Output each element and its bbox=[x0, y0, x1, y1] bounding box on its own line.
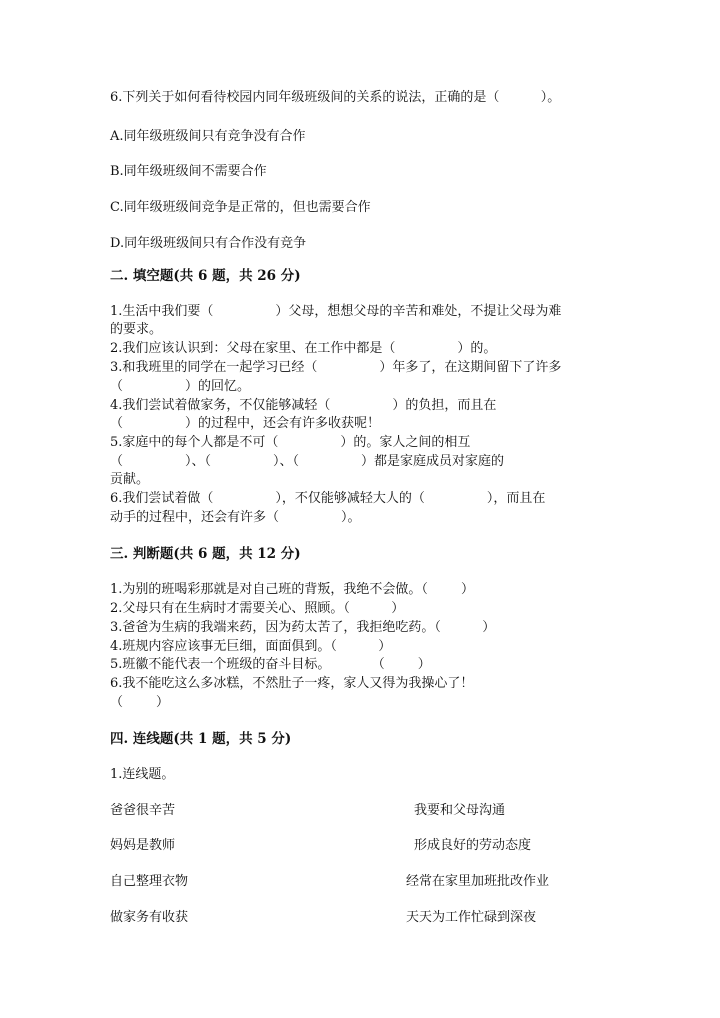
judge-line: 5.班徽不能代表一个班级的奋斗目标。 （ ） bbox=[110, 657, 431, 672]
judge-line: 1.为别的班喝彩那就是对自己班的背叛，我绝不会做。（ ） bbox=[110, 582, 474, 597]
match-left-item: 妈妈是教师 bbox=[110, 838, 176, 853]
match-right-item: 我要和父母沟通 bbox=[414, 803, 506, 818]
fill-line: 1.生活中我们要（ ）父母，想想父母的辛苦和难处，不提让父母为难 bbox=[110, 304, 562, 319]
option-b: B.同年级班级间不需要合作 bbox=[110, 164, 267, 179]
match-prompt: 1.连线题。 bbox=[110, 767, 175, 782]
judge-section-heading: 三. 判断题(共 6 题，共 12 分) bbox=[110, 546, 301, 562]
match-right-item: 天天为工作忙碌到深夜 bbox=[406, 910, 537, 925]
fill-line: 贡献。 bbox=[110, 472, 150, 487]
match-left-item: 做家务有收获 bbox=[110, 910, 189, 925]
fill-line: 动手的过程中，还会有许多（ ）。 bbox=[110, 510, 361, 525]
fill-line: 2.我们应该认识到：父母在家里、在工作中都是（ ）的。 bbox=[110, 341, 497, 356]
match-left-item: 爸爸很辛苦 bbox=[110, 803, 176, 818]
fill-line: 5.家庭中的每个人都是不可（ ）的。家人之间的相互 bbox=[110, 435, 471, 450]
fill-line: 6.我们尝试着做（ ），不仅能够减轻大人的（ ），而且在 bbox=[110, 491, 546, 506]
match-right-item: 形成良好的劳动态度 bbox=[414, 838, 532, 853]
fill-line: （ ）的回忆。 bbox=[110, 379, 250, 394]
match-section-heading: 四. 连线题(共 1 题，共 5 分) bbox=[110, 731, 292, 747]
fill-line: 4.我们尝试着做家务，不仅能够减轻（ ）的负担，而且在 bbox=[110, 398, 497, 413]
option-a: A.同年级班级间只有竞争没有合作 bbox=[110, 129, 306, 144]
fill-section-heading: 二. 填空题(共 6 题，共 26 分) bbox=[110, 268, 301, 284]
fill-line: 3.和我班里的同学在一起学习已经（ ）年多了，在这期间留下了许多 bbox=[110, 360, 562, 375]
question-6-stem: 6.下列关于如何看待校园内同年级班级间的关系的说法，正确的是（ ）。 bbox=[110, 90, 561, 105]
judge-line: 4.班规内容应该事无巨细，面面俱到。（ ） bbox=[110, 639, 392, 654]
match-right-item: 经常在家里加班批改作业 bbox=[406, 874, 550, 889]
judge-line: 2.父母只有在生病时才需要关心、照顾。（ ） bbox=[110, 601, 405, 616]
judge-line: 6.我不能吃这么多冰糕，不然肚子一疼，家人又得为我操心了！ bbox=[110, 676, 474, 691]
option-d: D.同年级班级间只有合作没有竞争 bbox=[110, 236, 307, 251]
fill-line: （ ）的过程中，还会有许多收获呢！ bbox=[110, 416, 380, 431]
judge-line: 3.爸爸为生病的我端来药，因为药太苦了，我拒绝吃药。（ ） bbox=[110, 620, 496, 635]
option-c: C.同年级班级间竞争是正常的，但也需要合作 bbox=[110, 200, 371, 215]
match-left-item: 自己整理衣物 bbox=[110, 874, 189, 889]
fill-line: 的要求。 bbox=[110, 322, 163, 337]
judge-line: （ ） bbox=[110, 695, 170, 710]
fill-line: （ ）、（ ）、（ ）都是家庭成员对家庭的 bbox=[110, 454, 504, 469]
